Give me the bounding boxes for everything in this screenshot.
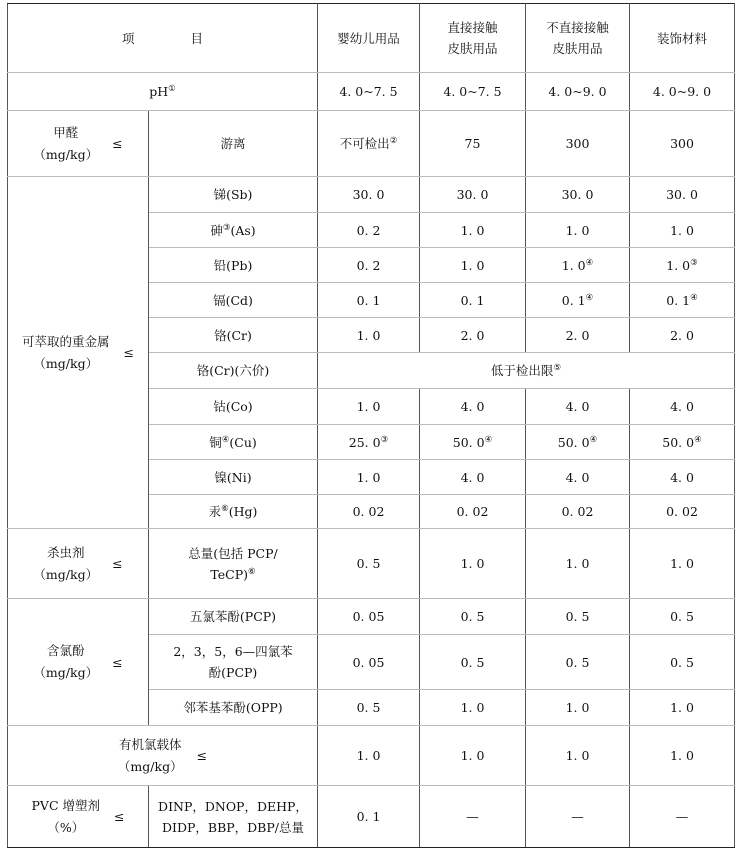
metal-value: 0. 02 xyxy=(526,495,630,529)
metal-value: 0. 1 xyxy=(420,283,526,318)
metal-value: 0. 1④ xyxy=(630,283,735,318)
formaldehyde-value: 不可检出② xyxy=(318,111,420,177)
metal-label: 铬(Cr)(六价) xyxy=(149,353,318,389)
chlorophenol-label: 2，3，5，6—四氯苯 酚(PCP) xyxy=(149,635,318,690)
metal-value: 30. 0 xyxy=(630,177,735,213)
metal-label: 砷③(As) xyxy=(149,213,318,248)
header-decorative: 装饰材料 xyxy=(630,4,735,73)
header-direct-contact: 直接接触 皮肤用品 xyxy=(420,4,526,73)
chlorophenol-value: 0. 5 xyxy=(630,599,735,635)
pesticide-value: 1. 0 xyxy=(526,529,630,599)
specification-table xyxy=(7,3,735,848)
metal-value: 30. 0 xyxy=(318,177,420,213)
pesticide-value: 1. 0 xyxy=(630,529,735,599)
chlorophenol-value: 0. 05 xyxy=(318,635,420,690)
organochlorine-value: 1. 0 xyxy=(318,726,420,786)
metal-label: 铬(Cr) xyxy=(149,318,318,353)
metal-value: 4. 0 xyxy=(420,460,526,495)
header-infant: 婴幼儿用品 xyxy=(318,4,420,73)
chlorophenol-value: 1. 0 xyxy=(630,690,735,726)
metal-value: 1. 0④ xyxy=(526,248,630,283)
metal-label: 镉(Cd) xyxy=(149,283,318,318)
metal-value: 4. 0 xyxy=(420,389,526,425)
metal-label: 汞⑥(Hg) xyxy=(149,495,318,529)
metal-value: 1. 0 xyxy=(318,318,420,353)
metal-value: 25. 0③ xyxy=(318,425,420,460)
metal-value: 0. 2 xyxy=(318,248,420,283)
pvc-value: — xyxy=(420,786,526,848)
metal-label: 铜④(Cu) xyxy=(149,425,318,460)
pesticide-value: 0. 5 xyxy=(318,529,420,599)
metal-value: 0. 1④ xyxy=(526,283,630,318)
formaldehyde-value: 75 xyxy=(420,111,526,177)
ph-label: pH① xyxy=(8,73,318,111)
metal-value: 1. 0 xyxy=(318,389,420,425)
chlorophenol-value: 0. 5 xyxy=(420,599,526,635)
chlorophenol-label: 五氯苯酚(PCP) xyxy=(149,599,318,635)
organochlorine-row xyxy=(8,726,735,786)
metal-row xyxy=(8,177,735,213)
metal-value: 50. 0④ xyxy=(526,425,630,460)
ph-value: 4. 0~9. 0 xyxy=(526,73,630,111)
formaldehyde-group: 甲醛 （mg/kg） ≤ xyxy=(8,111,149,177)
chlorophenol-row xyxy=(8,599,735,635)
metal-value: 4. 0 xyxy=(526,460,630,495)
metal-value: 0. 02 xyxy=(630,495,735,529)
metal-value: 4. 0 xyxy=(526,389,630,425)
organochlorine-group: 有机氯载体 （mg/kg） ≤ xyxy=(8,726,318,786)
ph-value: 4. 0~9. 0 xyxy=(630,73,735,111)
chlorophenol-value: 0. 5 xyxy=(526,635,630,690)
metal-value: 1. 0③ xyxy=(630,248,735,283)
chlorophenol-value: 0. 05 xyxy=(318,599,420,635)
chlorophenol-label: 邻苯基苯酚(OPP) xyxy=(149,690,318,726)
header-row xyxy=(8,4,735,73)
chlorophenol-value: 0. 5 xyxy=(318,690,420,726)
pvc-value: — xyxy=(526,786,630,848)
chlorophenol-group: 含氯酚 （mg/kg） ≤ xyxy=(8,599,149,726)
ph-value: 4. 0~7. 5 xyxy=(420,73,526,111)
pvc-row xyxy=(8,786,735,848)
metal-value: 4. 0 xyxy=(630,389,735,425)
header-item: 项 目 xyxy=(8,4,318,73)
metal-value: 2. 0 xyxy=(630,318,735,353)
formaldehyde-row xyxy=(8,111,735,177)
metal-value: 50. 0④ xyxy=(630,425,735,460)
header-indirect-contact: 不直接接触 皮肤用品 xyxy=(526,4,630,73)
metal-value: 0. 2 xyxy=(318,213,420,248)
pesticide-group: 杀虫剂 （mg/kg） ≤ xyxy=(8,529,149,599)
pvc-value: — xyxy=(630,786,735,848)
metal-value: 30. 0 xyxy=(526,177,630,213)
organochlorine-value: 1. 0 xyxy=(420,726,526,786)
metal-value: 1. 0 xyxy=(526,213,630,248)
metal-value: 0. 02 xyxy=(318,495,420,529)
pvc-sub: DINP，DNOP，DEHP， DIDP，BBP，DBP/总量 xyxy=(149,786,318,848)
formaldehyde-value: 300 xyxy=(630,111,735,177)
organochlorine-value: 1. 0 xyxy=(630,726,735,786)
metal-label: 铅(Pb) xyxy=(149,248,318,283)
pesticide-sub: 总量(包括 PCP/ TeCP)⑥ xyxy=(149,529,318,599)
metal-value: 1. 0 xyxy=(420,248,526,283)
metal-value: 1. 0 xyxy=(630,213,735,248)
pesticide-value: 1. 0 xyxy=(420,529,526,599)
formaldehyde-value: 300 xyxy=(526,111,630,177)
organochlorine-value: 1. 0 xyxy=(526,726,630,786)
cr6-value: 低于检出限⑤ xyxy=(318,353,735,389)
chlorophenol-value: 1. 0 xyxy=(526,690,630,726)
metal-label: 锑(Sb) xyxy=(149,177,318,213)
metal-value: 2. 0 xyxy=(420,318,526,353)
chlorophenol-value: 0. 5 xyxy=(526,599,630,635)
metal-label: 镍(Ni) xyxy=(149,460,318,495)
metal-label: 钴(Co) xyxy=(149,389,318,425)
chlorophenol-value: 0. 5 xyxy=(420,635,526,690)
metal-value: 0. 02 xyxy=(420,495,526,529)
ph-value: 4. 0~7. 5 xyxy=(318,73,420,111)
chlorophenol-value: 0. 5 xyxy=(630,635,735,690)
pvc-value: 0. 1 xyxy=(318,786,420,848)
metal-value: 50. 0④ xyxy=(420,425,526,460)
metal-value: 0. 1 xyxy=(318,283,420,318)
metal-value: 1. 0 xyxy=(420,213,526,248)
metal-value: 1. 0 xyxy=(318,460,420,495)
metal-value: 30. 0 xyxy=(420,177,526,213)
formaldehyde-sub: 游离 xyxy=(149,111,318,177)
pesticide-row xyxy=(8,529,735,599)
metal-value: 4. 0 xyxy=(630,460,735,495)
metal-value: 2. 0 xyxy=(526,318,630,353)
chlorophenol-value: 1. 0 xyxy=(420,690,526,726)
metals-group: 可萃取的重金属 （mg/kg） ≤ xyxy=(8,177,149,529)
ph-row xyxy=(8,73,735,111)
pvc-group: PVC 增塑剂 （%） ≤ xyxy=(8,786,149,848)
